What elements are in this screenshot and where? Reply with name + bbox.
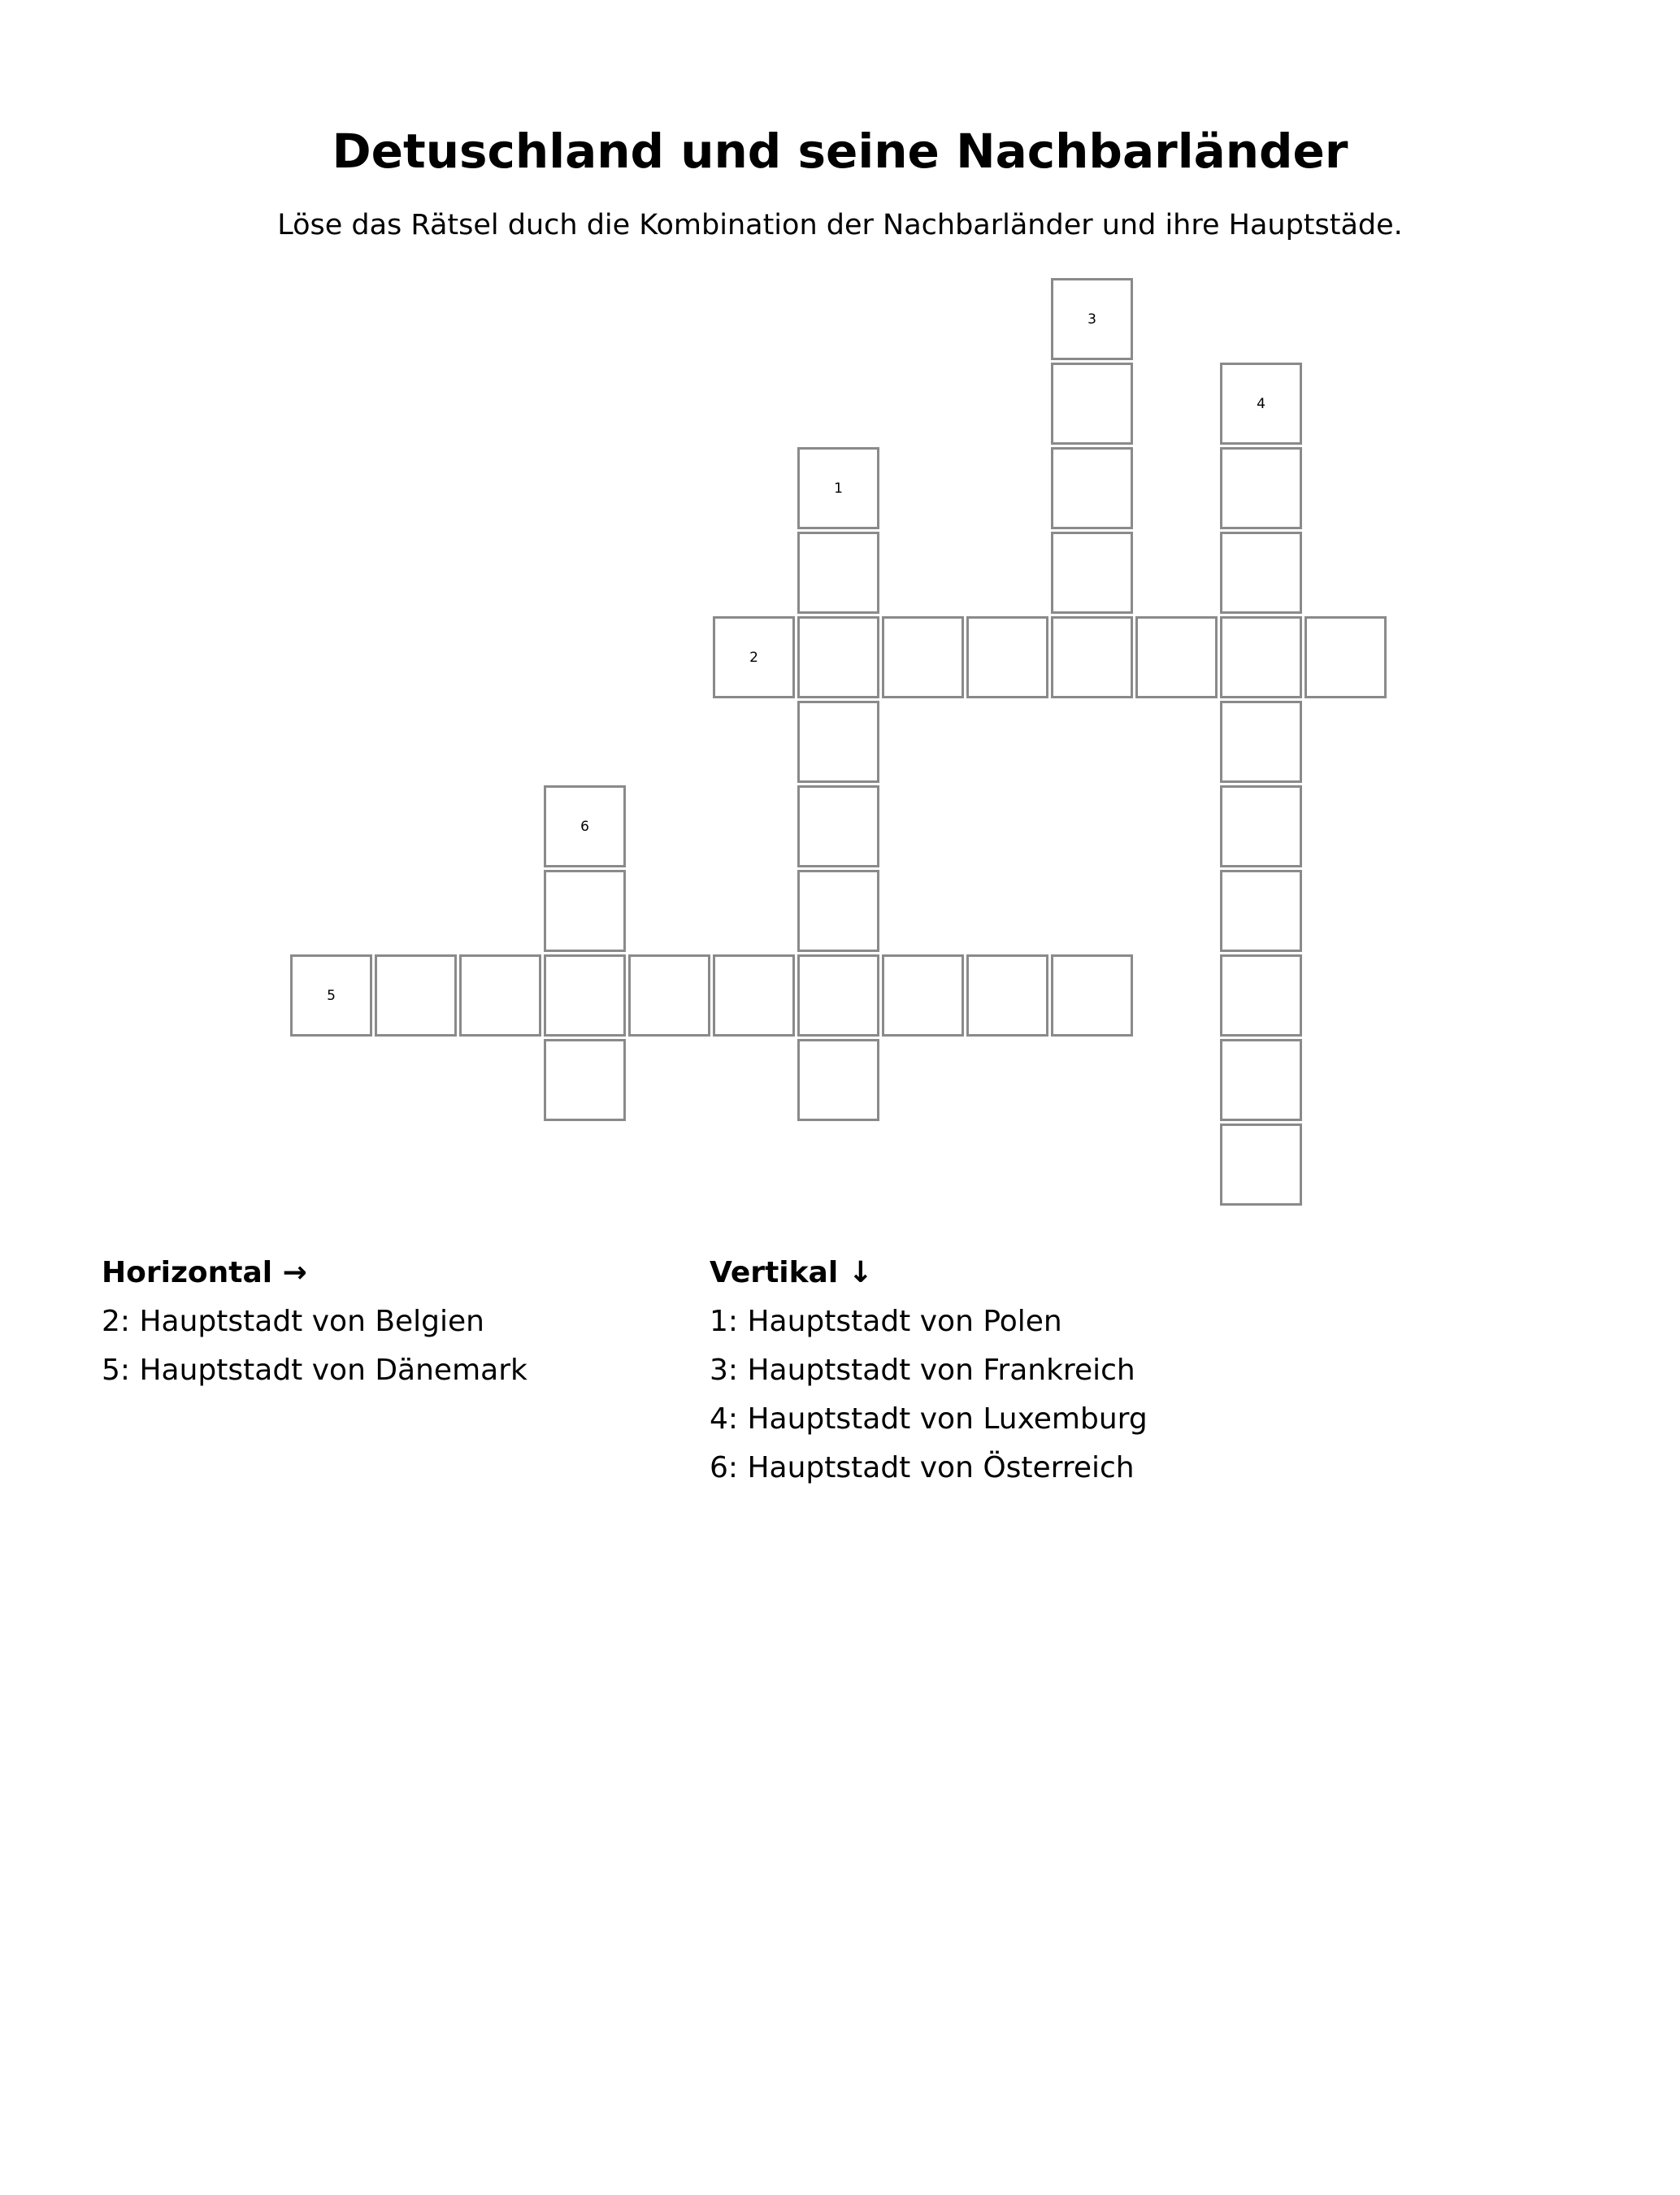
clues-vertical-heading: Vertikal ↓ bbox=[710, 1256, 873, 1289]
crossword-cell[interactable] bbox=[1304, 616, 1387, 698]
clue-item: 1: Hauptstadt von Polen bbox=[710, 1305, 1062, 1338]
crossword-cell[interactable] bbox=[1051, 278, 1133, 360]
crossword-cell[interactable] bbox=[797, 532, 879, 614]
crossword-cell[interactable] bbox=[797, 870, 879, 952]
crossword-cell[interactable] bbox=[797, 954, 879, 1037]
crossword-cell[interactable] bbox=[1220, 954, 1302, 1037]
clue-item: 6: Hauptstadt von Österreich bbox=[710, 1451, 1135, 1484]
crossword-cell[interactable] bbox=[882, 954, 964, 1037]
clue-item: 4: Hauptstadt von Luxemburg bbox=[710, 1402, 1148, 1436]
page-subtitle: Löse das Rätsel duch die Kombination der Nachbarländer und ihre Hauptstäde. bbox=[277, 209, 1403, 241]
crossword-cell[interactable] bbox=[797, 1039, 879, 1121]
crossword-cell[interactable] bbox=[544, 785, 626, 867]
cell-number: 6 bbox=[580, 819, 589, 835]
crossword-cell[interactable] bbox=[544, 1039, 626, 1121]
crossword-cell[interactable] bbox=[375, 954, 457, 1037]
cell-number: 4 bbox=[1257, 396, 1265, 412]
crossword-cell[interactable] bbox=[628, 954, 710, 1037]
crossword-cell[interactable] bbox=[1051, 616, 1133, 698]
clues-vertical bbox=[710, 1249, 1148, 1493]
crossword-cell[interactable] bbox=[1220, 1124, 1302, 1206]
crossword-cell[interactable] bbox=[797, 785, 879, 867]
crossword-cell[interactable] bbox=[713, 616, 795, 698]
crossword-cell[interactable] bbox=[1220, 1039, 1302, 1121]
clues-horizontal bbox=[102, 1249, 527, 1395]
crossword-cell[interactable] bbox=[1220, 363, 1302, 445]
cell-number: 3 bbox=[1087, 311, 1096, 328]
crossword-cell[interactable] bbox=[1220, 870, 1302, 952]
cell-number: 5 bbox=[327, 988, 336, 1004]
crossword-cell[interactable] bbox=[797, 447, 879, 529]
crossword-cell[interactable] bbox=[1220, 701, 1302, 783]
crossword-cell[interactable] bbox=[966, 616, 1048, 698]
crossword-cell[interactable] bbox=[797, 616, 879, 698]
cell-number: 2 bbox=[749, 650, 758, 666]
crossword-cell[interactable] bbox=[1051, 363, 1133, 445]
page-title: Detuschland und seine Nachbarländer bbox=[332, 124, 1348, 179]
cell-number: 1 bbox=[834, 480, 843, 497]
crossword-cell[interactable] bbox=[966, 954, 1048, 1037]
crossword-cell[interactable] bbox=[797, 701, 879, 783]
crossword-cell[interactable] bbox=[544, 954, 626, 1037]
crossword-cell[interactable] bbox=[1135, 616, 1218, 698]
crossword-cell[interactable] bbox=[1051, 447, 1133, 529]
crossword-cell[interactable] bbox=[713, 954, 795, 1037]
clue-item: 3: Hauptstadt von Frankreich bbox=[710, 1354, 1135, 1387]
clue-item: 5: Hauptstadt von Dänemark bbox=[102, 1354, 527, 1387]
clue-item: 2: Hauptstadt von Belgien bbox=[102, 1305, 484, 1338]
crossword-cell[interactable] bbox=[290, 954, 372, 1037]
crossword-cell[interactable] bbox=[1220, 447, 1302, 529]
crossword-cell[interactable] bbox=[544, 870, 626, 952]
crossword-cell[interactable] bbox=[1051, 532, 1133, 614]
crossword-cell[interactable] bbox=[1051, 954, 1133, 1037]
crossword-cell[interactable] bbox=[1220, 785, 1302, 867]
crossword-cell[interactable] bbox=[1220, 616, 1302, 698]
crossword-cell[interactable] bbox=[1220, 532, 1302, 614]
clues-horizontal-heading: Horizontal → bbox=[102, 1256, 307, 1289]
crossword-cell[interactable] bbox=[459, 954, 541, 1037]
crossword-cell[interactable] bbox=[882, 616, 964, 698]
